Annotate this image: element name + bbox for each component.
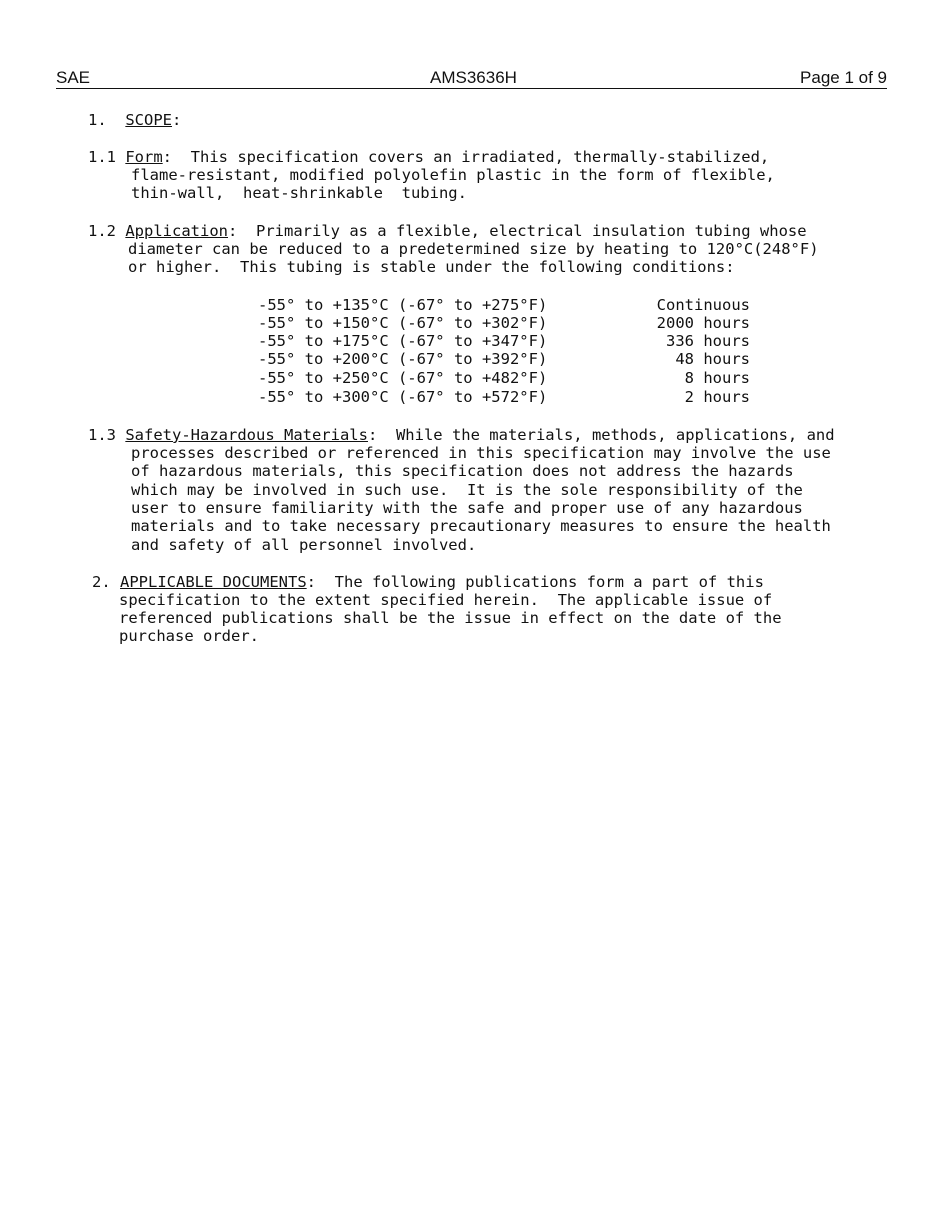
section-1-1-line-3: thin-wall, heat-shrinkable tubing. <box>131 184 467 202</box>
duration: 2 hours <box>684 388 750 406</box>
section-2-line-4: purchase order. <box>119 627 259 645</box>
header-doc-number: AMS3636H <box>430 68 517 87</box>
section-title: Form <box>125 148 163 166</box>
temperature-range: -55° to +175°C (-67° to +347°F) <box>258 332 548 350</box>
section-1-heading: 1. SCOPE: <box>88 111 182 129</box>
section-1-2-line-3: or higher. This tubing is stable under the following conditions: <box>128 258 735 276</box>
temperature-range: -55° to +200°C (-67° to +392°F) <box>258 350 548 368</box>
section-number: 2. <box>92 573 111 591</box>
section-2-line-1: 2. APPLICABLE DOCUMENTS: The following publications form a part of this <box>92 573 764 591</box>
section-1-1-line-2: flame-resistant, modified polyolefin plastic in the form of flexible, <box>131 166 775 184</box>
duration: Continuous <box>656 296 750 314</box>
section-1-1-line-1: 1.1 Form: This specification covers an irradiated, thermally-stabilized, <box>88 148 770 166</box>
temperature-range: -55° to +300°C (-67° to +572°F) <box>258 388 548 406</box>
header-org: SAE <box>56 68 91 87</box>
section-1-2-line-1: 1.2 Application: Primarily as a flexible, electrical insulation tubing whose <box>88 222 807 240</box>
section-1-3-line-5: user to ensure familiarity with the safe and proper use of any hazardous <box>131 499 803 517</box>
section-number: 1.1 <box>88 148 116 166</box>
section-1-3-line-1: 1.3 Safety-Hazardous Materials: While the materials, methods, applications, and <box>88 426 835 444</box>
section-number: 1. <box>88 111 107 129</box>
section-1-2-line-2: diameter can be reduced to a predetermined size by heating to 120°C(248°F) <box>128 240 819 258</box>
page-header <box>56 68 887 89</box>
section-number: 1.3 <box>88 426 116 444</box>
section-2-line-2: specification to the extent specified herein. The applicable issue of <box>119 591 773 609</box>
section-2-line-3: referenced publications shall be the issue in effect on the date of the <box>119 609 782 627</box>
temperature-range: -55° to +135°C (-67° to +275°F) <box>258 296 548 314</box>
section-1-3-line-2: processes described or referenced in this specification may involve the use <box>131 444 831 462</box>
section-1-3-line-6: materials and to take necessary precautionary measures to ensure the health <box>131 517 831 535</box>
section-title: Application <box>125 222 228 240</box>
temperature-range: -55° to +150°C (-67° to +302°F) <box>258 314 548 332</box>
duration: 8 hours <box>684 369 750 387</box>
duration: 48 hours <box>675 350 750 368</box>
section-title: Safety-Hazardous Materials <box>125 426 368 444</box>
section-1-3-line-4: which may be involved in such use. It is the sole responsibility of the <box>131 481 803 499</box>
section-1-3-line-7: and safety of all personnel involved. <box>131 536 477 554</box>
temperature-range: -55° to +250°C (-67° to +482°F) <box>258 369 548 387</box>
section-number: 1.2 <box>88 222 116 240</box>
duration: 2000 hours <box>656 314 750 332</box>
duration: 336 hours <box>666 332 750 350</box>
header-page-number: Page 1 of 9 <box>800 68 887 87</box>
section-1-3-line-3: of hazardous materials, this specification does not address the hazards <box>131 462 794 480</box>
section-title: SCOPE <box>125 111 173 129</box>
section-title: APPLICABLE DOCUMENTS <box>120 573 307 591</box>
